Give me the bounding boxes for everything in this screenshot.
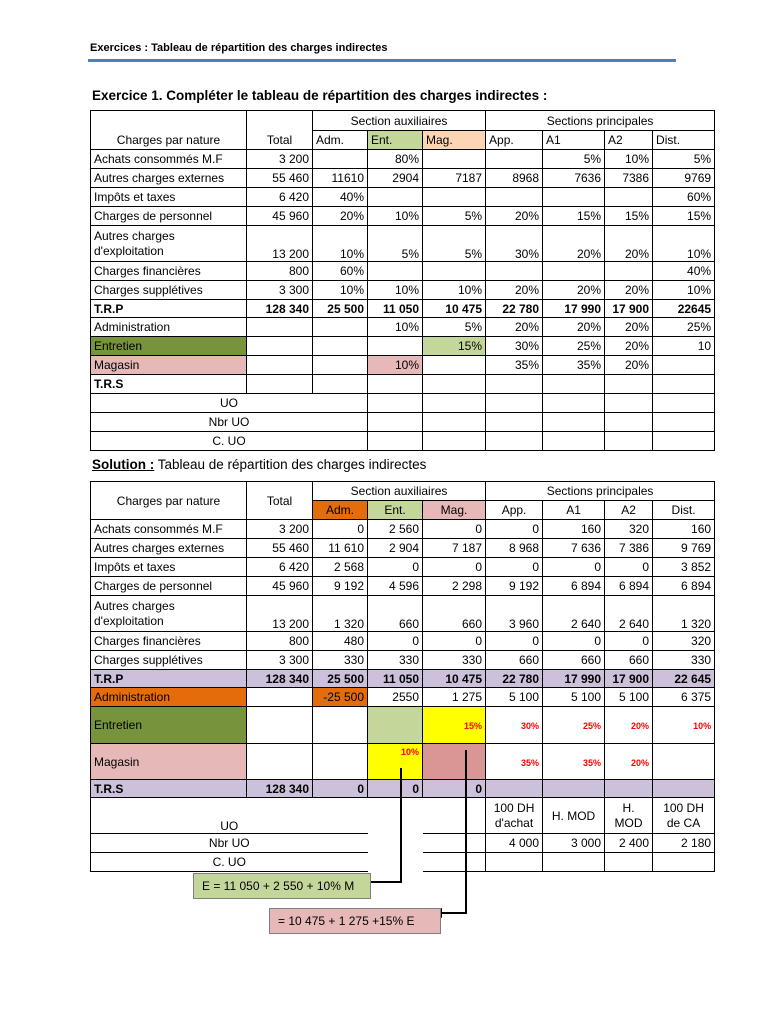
table-cell: 35% <box>486 356 543 375</box>
row-label: T.R.S <box>91 780 247 798</box>
table-cell: 20% <box>543 318 605 337</box>
col-header: A2 <box>605 501 653 520</box>
trs-row: T.R.S 128 340 0 0 0 <box>91 780 715 798</box>
magasin-row: Magasin 10% 35% 35% 20% <box>91 744 715 780</box>
table-cell: 7187 <box>423 169 486 188</box>
table-cell: 20% <box>486 207 543 226</box>
table-cell: 10 <box>653 337 715 356</box>
table-cell: 320 <box>605 520 653 539</box>
arrow-to-formula-e <box>366 768 401 882</box>
col-total-header: Total <box>247 131 313 150</box>
table-cell: 2 298 <box>423 577 486 596</box>
table-cell: 9 192 <box>313 577 368 596</box>
table-cell: 0 <box>486 632 543 651</box>
trp-row: T.R.P 128 340 25 500 11 050 10 475 22 780 17 990 17 900 22 645 <box>91 670 715 688</box>
table-cell: 7 386 <box>605 539 653 558</box>
table-cell: 160 <box>653 520 715 539</box>
footer-nbr-uo-label: Nbr UO <box>91 413 368 432</box>
uo-label: UO <box>91 798 368 834</box>
table-cell: 20% <box>605 337 653 356</box>
row-label: Autres charges externes <box>91 539 247 558</box>
row-label: Magasin <box>91 744 247 780</box>
col-header: Adm. <box>313 501 368 520</box>
row-label: Administration <box>91 688 247 707</box>
table-cell: 160 <box>543 520 605 539</box>
col-header: A1 <box>543 501 605 520</box>
row-label: Entretien <box>91 707 247 744</box>
table-cell: 80% <box>368 150 423 169</box>
table-cell: 6 894 <box>653 577 715 596</box>
solution-title-text: Tableau de répartition des charges indirectes <box>154 457 427 472</box>
group-aux-header: Section auxiliaires <box>313 111 486 131</box>
table-cell: 1 320 <box>653 596 715 632</box>
table-cell: 660 <box>368 596 423 632</box>
table-cell: 15% <box>605 207 653 226</box>
table-cell: 13 200 <box>247 596 313 632</box>
table-cell: 6 420 <box>247 558 313 577</box>
col-header: A1 <box>543 131 605 150</box>
table-cell: 11 610 <box>313 539 368 558</box>
row-label: Charges supplétives <box>91 281 247 300</box>
table-cell: 20% <box>605 226 653 262</box>
table-cell: 1 320 <box>313 596 368 632</box>
row-label: Impôts et taxes <box>91 558 247 577</box>
table-cell: 30% <box>486 226 543 262</box>
table-cell: 4 596 <box>368 577 423 596</box>
table-cell: 660 <box>605 651 653 670</box>
nbr-uo-row: Nbr UO 4 000 3 000 2 400 2 180 <box>91 834 715 853</box>
col-header: Ent. <box>368 131 423 150</box>
row-label: T.R.P <box>91 300 247 318</box>
arrow-to-formula-m <box>439 750 466 913</box>
row-label: Magasin <box>91 356 247 375</box>
table-cell: 5% <box>423 207 486 226</box>
table-cell: 0 <box>605 632 653 651</box>
table-cell: 0 <box>423 520 486 539</box>
table-cell: 5% <box>368 226 423 262</box>
table-cell: 20% <box>486 281 543 300</box>
c-uo-label: C. UO <box>91 853 368 872</box>
table-cell: 3 200 <box>247 520 313 539</box>
table-cell: 9 192 <box>486 577 543 596</box>
table-cell: 3 960 <box>486 596 543 632</box>
col-header: Mag. <box>423 131 486 150</box>
table-cell: 0 <box>368 558 423 577</box>
table-cell: 20% <box>605 356 653 375</box>
table-cell: 10% <box>368 281 423 300</box>
col-header: App. <box>486 131 543 150</box>
table-cell: 2 640 <box>543 596 605 632</box>
table-cell: 0 <box>423 558 486 577</box>
formula-entretien: E = 11 050 + 2 550 + 10% M <box>193 873 371 899</box>
table-cell: 2 640 <box>605 596 653 632</box>
table-cell: 8968 <box>486 169 543 188</box>
table-cell: 3 200 <box>247 150 313 169</box>
table-cell: 660 <box>423 596 486 632</box>
table-cell: 800 <box>247 262 313 281</box>
table-cell: 2 904 <box>368 539 423 558</box>
table-cell: 8 968 <box>486 539 543 558</box>
exercise-title: Exercice 1. Compléter le tableau de répartition des charges indirectes : <box>92 88 548 103</box>
footer-uo-label: UO <box>91 394 368 413</box>
table-cell: 2 568 <box>313 558 368 577</box>
table-cell: 6 420 <box>247 188 313 207</box>
table-cell: 17 900 <box>605 300 653 318</box>
table-cell: 60% <box>313 262 368 281</box>
row-label: T.R.P <box>91 670 247 688</box>
col-nature-header: Charges par nature <box>91 131 247 150</box>
table-cell: 22 780 <box>486 300 543 318</box>
table-cell: 330 <box>653 651 715 670</box>
row-label: Charges supplétives <box>91 651 247 670</box>
table-cell: 11610 <box>313 169 368 188</box>
table-cell: 660 <box>486 651 543 670</box>
table-cell: 60% <box>653 188 715 207</box>
table-cell: 330 <box>313 651 368 670</box>
table-cell: 128 340 <box>247 300 313 318</box>
table-cell: 35% <box>543 356 605 375</box>
group-aux-header: Section auxiliaires <box>313 482 486 501</box>
table-cell: 5% <box>653 150 715 169</box>
table-cell: 13 200 <box>247 226 313 262</box>
table-cell: 9769 <box>653 169 715 188</box>
table-cell: 7636 <box>543 169 605 188</box>
table-cell: 40% <box>313 188 368 207</box>
formula-magasin: = 10 475 + 1 275 +15% E <box>269 908 441 934</box>
table-cell: 6 894 <box>605 577 653 596</box>
table-cell: 330 <box>368 651 423 670</box>
table-cell: 10% <box>313 281 368 300</box>
table-cell: 22645 <box>653 300 715 318</box>
row-label: Autres charges d'exploitation <box>91 226 247 262</box>
table-cell: 7386 <box>605 169 653 188</box>
entretien-row: Entretien 15% 30% 25% 20% 10% <box>91 707 715 744</box>
table-cell: 45 960 <box>247 577 313 596</box>
table-cell: 320 <box>653 632 715 651</box>
table-cell: 0 <box>368 632 423 651</box>
table-cell: 0 <box>605 558 653 577</box>
table-cell: 800 <box>247 632 313 651</box>
row-label: Charges financières <box>91 262 247 281</box>
table-cell: 10% <box>368 356 423 375</box>
table-cell: 10% <box>368 207 423 226</box>
footer-c-uo-label: C. UO <box>91 432 368 451</box>
table-cell: 3 300 <box>247 651 313 670</box>
table-cell: 11 050 <box>368 300 423 318</box>
table-cell: 660 <box>543 651 605 670</box>
solution-label: Solution : <box>92 457 155 472</box>
uo-cell: H. MOD <box>605 798 653 834</box>
col-header: Ent. <box>368 501 423 520</box>
table-cell: 10% <box>653 226 715 262</box>
table-cell: 6 894 <box>543 577 605 596</box>
table-cell: 0 <box>486 520 543 539</box>
col-total-header: Total <box>247 482 313 520</box>
uo-cell: 100 DH d'achat <box>486 798 543 834</box>
table-cell: 20% <box>486 318 543 337</box>
table-cell: 20% <box>313 207 368 226</box>
table-cell: 7 636 <box>543 539 605 558</box>
table-cell: 10% <box>605 150 653 169</box>
table-cell: 0 <box>486 558 543 577</box>
table-cell: 55 460 <box>247 539 313 558</box>
table-cell: 10% <box>653 281 715 300</box>
table-cell: 55 460 <box>247 169 313 188</box>
table-cell: 0 <box>543 558 605 577</box>
table-cell: 0 <box>423 632 486 651</box>
col-header: Dist. <box>653 501 715 520</box>
table-cell: 10% <box>423 281 486 300</box>
row-label: Autres charges d'exploitation <box>91 596 247 632</box>
group-main-header: Sections principales <box>486 111 715 131</box>
table-cell: 3 300 <box>247 281 313 300</box>
table-cell: 20% <box>543 281 605 300</box>
row-label: Achats consommés M.F <box>91 520 247 539</box>
table-cell: 10% <box>313 226 368 262</box>
table-cell: 3 852 <box>653 558 715 577</box>
col-header: A2 <box>605 131 653 150</box>
col-header: App. <box>486 501 543 520</box>
col-header: Mag. <box>423 501 486 520</box>
table-cell: 9 769 <box>653 539 715 558</box>
col-header: Dist. <box>653 131 715 150</box>
table-cell: 7 187 <box>423 539 486 558</box>
table-cell: 10% <box>368 318 423 337</box>
table-cell: 25% <box>543 337 605 356</box>
table-cell: 20% <box>543 226 605 262</box>
table-cell: 17 990 <box>543 300 605 318</box>
col-header: Adm. <box>313 131 368 150</box>
nbr-uo-label: Nbr UO <box>91 834 368 853</box>
table-cell: 5% <box>423 318 486 337</box>
table-cell: 15% <box>543 207 605 226</box>
table-cell: 20% <box>605 318 653 337</box>
table-cell: 2904 <box>368 169 423 188</box>
row-label: Charges financières <box>91 632 247 651</box>
table-cell: 40% <box>653 262 715 281</box>
row-label: Charges de personnel <box>91 207 247 226</box>
row-label: Impôts et taxes <box>91 188 247 207</box>
table-cell: 15% <box>423 337 486 356</box>
row-label: Autres charges externes <box>91 169 247 188</box>
table-cell: 2 560 <box>368 520 423 539</box>
table-cell: 0 <box>313 520 368 539</box>
table-cell: 480 <box>313 632 368 651</box>
group-main-header: Sections principales <box>486 482 715 501</box>
table-cell: 15% <box>653 207 715 226</box>
uo-cell: H. MOD <box>543 798 605 834</box>
uo-cell: 100 DH de CA <box>653 798 715 834</box>
admin-row: Administration -25 500 2550 1 275 5 100 5 100 5 100 6 375 <box>91 688 715 707</box>
page-header: Exercices : Tableau de répartition des charges indirectes <box>90 42 388 54</box>
table-cell: 25% <box>653 318 715 337</box>
table-cell: 330 <box>423 651 486 670</box>
table-cell: 30% <box>486 337 543 356</box>
table-cell: 5% <box>543 150 605 169</box>
table-cell: 10 475 <box>423 300 486 318</box>
row-label: Achats consommés M.F <box>91 150 247 169</box>
table-cell: 25 500 <box>313 300 368 318</box>
row-label: Administration <box>91 318 247 337</box>
row-label: Entretien <box>91 337 247 356</box>
row-label: T.R.S <box>91 375 247 394</box>
table-cell: 20% <box>605 281 653 300</box>
table-cell: 45 960 <box>247 207 313 226</box>
table-cell: 0 <box>543 632 605 651</box>
row-label: Charges de personnel <box>91 577 247 596</box>
table-cell: 5% <box>423 226 486 262</box>
col-nature-header: Charges par nature <box>91 482 247 520</box>
